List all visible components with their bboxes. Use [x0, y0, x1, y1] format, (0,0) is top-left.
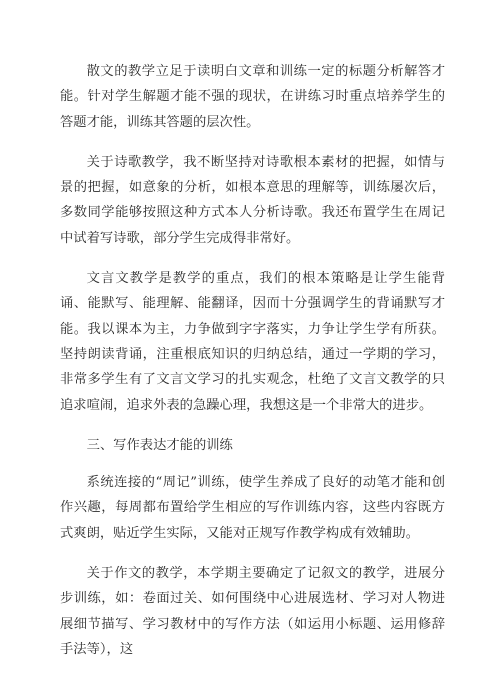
document-body	[60, 59, 445, 677]
paragraph-composition-teaching: 关于作文的教学，本学期主要确定了记叙文的教学，进展分步训练，如：卷面过关、如何围绕中心进展选材、学习对人物进展细节描写、学习教材中的写作方法（如运用小标题、运用修辞手法等），这	[60, 566, 445, 657]
paragraph-weekly-journal: 系统连接的“周记”训练，使学生养成了良好的动笔才能和创作兴趣，每周都布置给学生相应的写作训练内容，这些内容既方式爽朗，贴近学生实际，又能对正规写作教学构成有效辅助。	[60, 475, 445, 541]
paragraph-prose-teaching: 散文的教学立足于读明白文章和训练一定的标题分析解答才能。针对学生解题才能不强的现状，在讲练习时重点培养学生的答题才能，训练其答题的层次性。	[60, 64, 445, 130]
paragraph-classical-chinese: 文言文教学是教学的重点，我们的根本策略是让学生能背诵、能默写、能理解、能翻译，因而十分强调学生的背诵默写才能。我以课本为主，力争做到字字落实，力争让学生学有所获。坚持朗读背诵，注重根底知识的归纳总结，通过一学期的学习，非常多学生有了文言文学习的扎实观念，杜绝了文言文教学的只追求喧闹，追求外表的急躁心理，我想这是一个非常大的进步。	[60, 271, 445, 413]
paragraph-poetry-teaching: 关于诗歌教学，我不断坚持对诗歌根本素材的把握，如情与景的把握，如意象的分析，如根本意思的理解等，训练屡次后，多数同学能够按照这种方式本人分析诗歌。我还布置学生在周记中试着写诗歌，部分学生完成得非常好。	[60, 154, 445, 246]
section-heading-writing: 三、写作表达才能的训练	[86, 437, 233, 453]
